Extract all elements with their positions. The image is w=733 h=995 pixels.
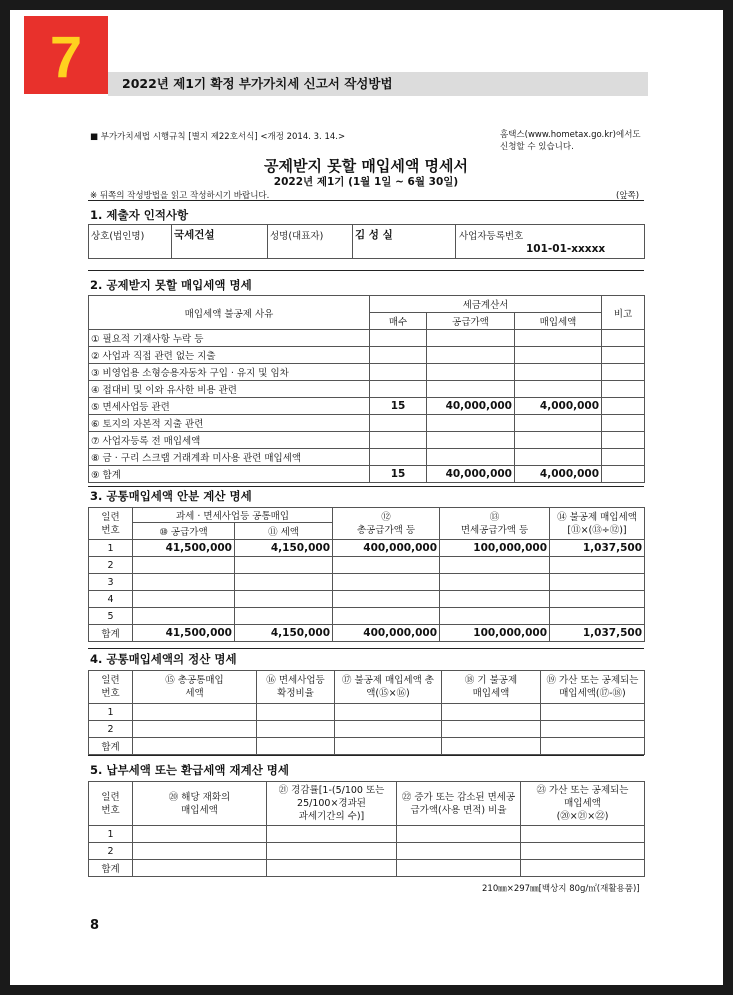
empty-cell (335, 704, 442, 721)
col-17 (335, 671, 442, 704)
table-row (89, 449, 645, 466)
col-23-line3: (⑳×㉑×㉒) (556, 811, 609, 822)
serial-cell: 합계 (89, 738, 133, 755)
col-13 (440, 508, 550, 540)
section4-title: 4. 공통매입세액의 정산 명세 (90, 652, 237, 666)
empty-cell (133, 860, 267, 877)
empty-cell (335, 738, 442, 755)
col-19 (541, 671, 645, 704)
col-20-line2: 매입세액 (181, 804, 218, 816)
cell-14 (550, 574, 645, 591)
common-settlement-table (88, 670, 645, 755)
count-cell (370, 415, 427, 432)
cell-11: 4,150,000 (235, 540, 333, 557)
col-21 (267, 782, 397, 826)
law-reference: ■ 부가가치세법 시행규칙 [별지 제22호서식] <개정 2014. 3. 14.> (90, 132, 346, 142)
tax-cell (515, 347, 602, 364)
cell-11: 4,150,000 (235, 625, 333, 642)
divider (88, 755, 644, 756)
empty-cell (541, 738, 645, 755)
supply-cell: 40,000,000 (427, 398, 515, 415)
count-cell (370, 364, 427, 381)
count-cell (370, 432, 427, 449)
col-21-line3: 과세기간의 수)] (298, 811, 365, 822)
section2-title: 2. 공제받지 못할 매입세액 명세 (90, 278, 252, 292)
total-row (89, 466, 645, 483)
col-22 (397, 782, 521, 826)
col-16-line1: ⑯ 면세사업등 (266, 675, 325, 686)
count-cell (370, 347, 427, 364)
empty-cell (442, 738, 541, 755)
cell-13 (440, 608, 550, 625)
table-row (89, 721, 645, 738)
name-label: 성명(대표자) (268, 225, 353, 259)
tax-cell (515, 449, 602, 466)
empty-cell (257, 704, 335, 721)
reason-label: ⑤ 면세사업등 관련 (89, 398, 370, 415)
empty-cell (541, 721, 645, 738)
recalculation-table (88, 781, 645, 877)
tax-cell (515, 330, 602, 347)
page (10, 10, 723, 985)
divider (88, 486, 644, 487)
empty-cell (397, 843, 521, 860)
serial-line2: 번호 (101, 804, 120, 816)
count-cell (370, 449, 427, 466)
note-cell (602, 466, 645, 483)
cell-10 (133, 608, 235, 625)
empty-cell (133, 738, 257, 755)
cell-13 (440, 574, 550, 591)
empty-cell (267, 826, 397, 843)
empty-cell (133, 843, 267, 860)
col-reason: 매입세액 불공제 사유 (89, 296, 370, 330)
cell-14 (550, 608, 645, 625)
supply-cell (427, 330, 515, 347)
col-19-line1: ⑲ 가산 또는 공제되는 (546, 675, 639, 686)
col-13-line1: ⑬ (489, 511, 500, 523)
table-row (89, 347, 645, 364)
cell-11 (235, 574, 333, 591)
page-side: (앞쪽) (616, 191, 640, 201)
serial-cell: 1 (89, 540, 133, 557)
serial-cell: 1 (89, 826, 133, 843)
cell-12: 400,000,000 (333, 625, 440, 642)
col-15 (133, 671, 257, 704)
count-cell: 15 (370, 398, 427, 415)
reason-label: ⑦ 사업자등록 전 매입세액 (89, 432, 370, 449)
col-21-line2: 25/100×경과된 (297, 798, 366, 809)
tax-cell (515, 415, 602, 432)
count-cell (370, 330, 427, 347)
cell-14 (550, 557, 645, 574)
col-14-line1: ⑭ 불공제 매입세액 (557, 511, 637, 523)
col-serial (89, 508, 133, 540)
col-count: 매수 (370, 313, 427, 330)
hometax-note-line2: 신청할 수 있습니다. (500, 142, 574, 152)
cell-12 (333, 591, 440, 608)
chapter-badge: 7 (24, 16, 108, 94)
col-13-line2: 면세공급가액 등 (460, 524, 529, 536)
cell-10 (133, 557, 235, 574)
count-cell: 15 (370, 466, 427, 483)
serial-cell: 1 (89, 704, 133, 721)
col-16-line2: 확정비율 (277, 688, 314, 699)
name-value: 김 성 실 (353, 225, 456, 259)
bizno-cell (456, 225, 645, 259)
col-22-line2: 급가액(사용 면적) 비율 (410, 804, 507, 816)
empty-cell (541, 704, 645, 721)
empty-cell (442, 704, 541, 721)
reason-label: ④ 접대비 및 이와 유사한 비용 관련 (89, 381, 370, 398)
total-row (89, 860, 645, 877)
col-23-line2: 매입세액 (564, 798, 601, 809)
table-row (89, 557, 645, 574)
cell-12 (333, 574, 440, 591)
table-row (89, 432, 645, 449)
table-row (89, 826, 645, 843)
empty-cell (397, 860, 521, 877)
cell-14: 1,037,500 (550, 540, 645, 557)
serial-line1: 일련 (101, 511, 120, 523)
supply-cell (427, 432, 515, 449)
note-cell (602, 415, 645, 432)
chapter-banner: 2022년 제1기 확정 부가가치세 신고서 작성방법 (108, 72, 648, 96)
empty-cell (257, 738, 335, 755)
col-16 (257, 671, 335, 704)
col-serial (89, 782, 133, 826)
cell-13: 100,000,000 (440, 625, 550, 642)
page-number: 8 (90, 918, 100, 933)
tax-cell: 4,000,000 (515, 466, 602, 483)
supply-cell: 40,000,000 (427, 466, 515, 483)
reason-label: ① 필요적 기재사항 누락 등 (89, 330, 370, 347)
col-15-line1: ⑮ 총공통매입 (165, 675, 224, 686)
reason-label: ⑥ 토지의 자본적 지출 관련 (89, 415, 370, 432)
section1-title: 1. 제출자 인적사항 (90, 208, 189, 222)
cell-11 (235, 608, 333, 625)
form-title: 공제받지 못할 매입세액 명세서 (263, 157, 469, 175)
col-23 (521, 782, 645, 826)
bizno-label: 사업자등록번호 (459, 231, 524, 242)
tax-cell (515, 364, 602, 381)
tax-cell (515, 432, 602, 449)
reason-label: ② 사업과 직접 관련 없는 지출 (89, 347, 370, 364)
empty-cell (133, 704, 257, 721)
serial-cell: 2 (89, 843, 133, 860)
supply-cell (427, 381, 515, 398)
hometax-note-line1: 홈택스(www.hometax.go.kr)에서도 (500, 130, 641, 140)
serial-cell: 2 (89, 721, 133, 738)
table-row (89, 574, 645, 591)
serial-line2: 번호 (101, 688, 120, 699)
table-row (89, 364, 645, 381)
table-row (89, 415, 645, 432)
note-cell (602, 330, 645, 347)
col-21-line1: ㉑ 경감률[1-(5/100 또는 (278, 785, 385, 796)
section5-title: 5. 납부세액 또는 환급세액 재계산 명세 (90, 763, 290, 777)
reason-label: ③ 비영업용 소형승용자동차 구입 · 유지 및 임차 (89, 364, 370, 381)
non-deductible-table (88, 295, 645, 483)
submitter-table (88, 224, 645, 259)
company-label: 상호(법인명) (89, 225, 172, 259)
cell-10 (133, 574, 235, 591)
col-12 (333, 508, 440, 540)
table-row (89, 381, 645, 398)
total-row (89, 625, 645, 642)
col-12-line2: 총공급가액 등 (356, 524, 416, 536)
serial-cell: 5 (89, 608, 133, 625)
serial-cell: 합계 (89, 860, 133, 877)
empty-cell (133, 721, 257, 738)
serial-cell: 3 (89, 574, 133, 591)
divider (88, 648, 644, 649)
divider (88, 200, 644, 201)
count-cell (370, 381, 427, 398)
form-period: 2022년 제1기 (1월 1일 ~ 6월 30일) (273, 176, 459, 188)
col-serial (89, 671, 133, 704)
serial-line1: 일련 (101, 675, 120, 686)
table-row (89, 330, 645, 347)
bizno-value: 101-01-xxxxx (526, 243, 606, 255)
col-14 (550, 508, 645, 540)
empty-cell (442, 721, 541, 738)
table-row (89, 398, 645, 415)
col-17-line1: ⑰ 불공제 매입세액 총 (342, 675, 434, 686)
cell-13 (440, 557, 550, 574)
instruction-note: ※ 뒤쪽의 작성방법을 읽고 작성하시기 바랍니다. (90, 191, 270, 201)
col-note: 비고 (602, 296, 645, 330)
cell-13 (440, 591, 550, 608)
section3-title: 3. 공통매입세액 안분 계산 명세 (90, 489, 252, 503)
col-20-line1: ⑳ 해당 재화의 (168, 791, 231, 803)
col-14-line2: [⑪×(⑬÷⑫)] (567, 524, 627, 536)
empty-cell (267, 860, 397, 877)
common-allocation-table (88, 507, 645, 642)
empty-cell (397, 826, 521, 843)
serial-line2: 번호 (101, 524, 120, 536)
cell-10 (133, 591, 235, 608)
cell-12 (333, 608, 440, 625)
serial-cell: 합계 (89, 625, 133, 642)
paper-spec: 210㎜×297㎜[백상지 80g/㎡(재활용품)] (482, 884, 640, 894)
col-12-line1: ⑫ (381, 511, 391, 523)
supply-cell (427, 364, 515, 381)
col-20 (133, 782, 267, 826)
empty-cell (257, 721, 335, 738)
serial-cell: 4 (89, 591, 133, 608)
col-tax: 매입세액 (515, 313, 602, 330)
serial-line1: 일련 (101, 791, 120, 803)
col-18 (442, 671, 541, 704)
col-18-line1: ⑱ 기 불공제 (464, 675, 518, 686)
empty-cell (267, 843, 397, 860)
note-cell (602, 449, 645, 466)
empty-cell (521, 826, 645, 843)
cell-11 (235, 557, 333, 574)
col-18-line2: 매입세액 (472, 688, 510, 699)
cell-11 (235, 591, 333, 608)
cell-13: 100,000,000 (440, 540, 550, 557)
cell-14 (550, 591, 645, 608)
cell-10: 41,500,000 (133, 540, 235, 557)
tax-cell (515, 381, 602, 398)
empty-cell (521, 860, 645, 877)
cell-10: 41,500,000 (133, 625, 235, 642)
note-cell (602, 364, 645, 381)
table-row (89, 843, 645, 860)
tax-cell: 4,000,000 (515, 398, 602, 415)
empty-cell (335, 721, 442, 738)
table-row (89, 540, 645, 557)
total-row (89, 738, 645, 755)
col-invoice: 세금계산서 (370, 296, 602, 313)
col-15-line2: 세액 (185, 688, 204, 699)
col-23-line1: ㉓ 가산 또는 공제되는 (536, 785, 629, 796)
col-supply: 공급가액 (427, 313, 515, 330)
col-22-line1: ㉒ 증가 또는 감소된 면세공 (401, 791, 516, 803)
table-row (89, 704, 645, 721)
supply-cell (427, 347, 515, 364)
note-cell (602, 398, 645, 415)
table-row (89, 608, 645, 625)
company-value: 국세건설 (172, 225, 268, 259)
cell-14: 1,037,500 (550, 625, 645, 642)
empty-cell (133, 826, 267, 843)
col-11: ⑪ 세액 (235, 523, 333, 540)
serial-cell: 2 (89, 557, 133, 574)
reason-label: ⑨ 합계 (89, 466, 370, 483)
col-19-line2: 매입세액(⑰-⑱) (559, 688, 626, 699)
table-row (89, 591, 645, 608)
reason-label: ⑧ 금 · 구리 스크랩 거래계좌 미사용 관련 매입세액 (89, 449, 370, 466)
col-common-purchase: 과세 · 면세사업등 공통매입 (133, 508, 333, 523)
empty-cell (521, 843, 645, 860)
note-cell (602, 381, 645, 398)
cell-12 (333, 557, 440, 574)
cell-12: 400,000,000 (333, 540, 440, 557)
note-cell (602, 347, 645, 364)
col-17-line2: 액(⑮×⑯) (366, 688, 410, 699)
note-cell (602, 432, 645, 449)
supply-cell (427, 415, 515, 432)
supply-cell (427, 449, 515, 466)
divider (88, 270, 644, 271)
col-10: ⑩ 공급가액 (133, 523, 235, 540)
